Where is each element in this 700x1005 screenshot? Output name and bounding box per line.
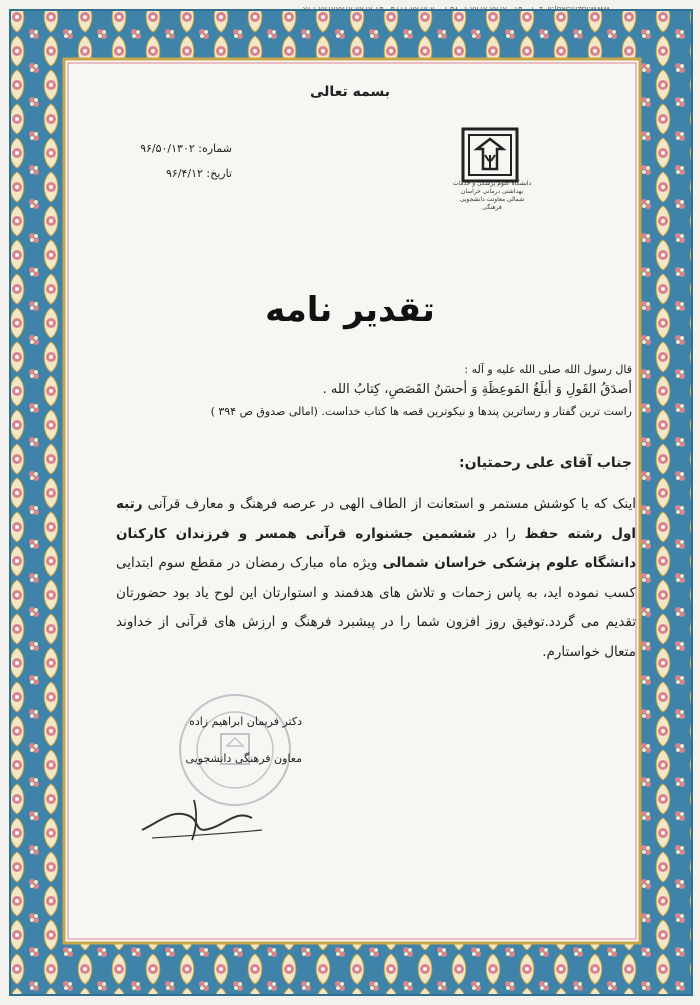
signer-name: دکتر فریمان ابراهیم زاده: [189, 715, 302, 728]
letter-date: تاریخ: ۹۶/۴/۱۲: [165, 167, 232, 180]
bismillah-heading: بسمه تعالی: [309, 84, 391, 100]
certificate-title: تقدیر نامه: [265, 290, 435, 330]
handwritten-signature: [132, 790, 272, 850]
hadith-arabic: أصدَقُ القَولِ وَ أبلَغُ المَوعِظَةِ وَ أحسَنُ القَصَصِ، كِتابُ الله .: [322, 382, 632, 397]
body-festival: ششمین جشنواره قرآنی همسر و فرزندان کارکنان دانشگاه علوم پزشکی خراسان شمالی: [116, 525, 636, 571]
body-part: ویژه ماه مبارک رمضان در مقطع سوم ابتدایی کسب نموده اید، به پاس زحمات و تلاش های هدفمند و استوارتان این لوح یاد بود حضورتان تقدیم می گردد.توفیق روز افزون شما را در پیشبرد فرهنگ و ارزش های قرآنی از خداوند متعال خواستارم.: [116, 555, 636, 660]
hadith-translation: راست ترین گفتار و رساترین پندها و نیکوترین قصه ها کتاب خداست. (امالی صدوق ص ۳۹۴ ): [210, 405, 632, 418]
letter-number: شماره: ۹۶/۵۰/۱۳۰۲: [140, 142, 232, 155]
signer-title: معاون فرهنگی دانشجویی: [185, 752, 302, 765]
body-part: را در: [475, 525, 525, 542]
logo-caption: دانشگاه علوم پزشکی و خدمات بهداشتی درمانی خراسان شمالی معاونت دانشجویی فرهنگی: [452, 180, 532, 211]
body-rank: رتبه اول رشته حفظ: [116, 496, 636, 542]
letter-meta: [72, 136, 232, 186]
body-part: اینک که با کوشش مستمر و استعانت از الطاف الهی در عرصه فرهنگ و معارف قرآنی: [142, 496, 636, 512]
addressee: جناب آقای علی رحمتیان:: [458, 455, 632, 471]
hadith-intro: قال رسول الله صلی الله علیه و آله :: [464, 363, 632, 376]
certificate-body: [116, 490, 636, 667]
